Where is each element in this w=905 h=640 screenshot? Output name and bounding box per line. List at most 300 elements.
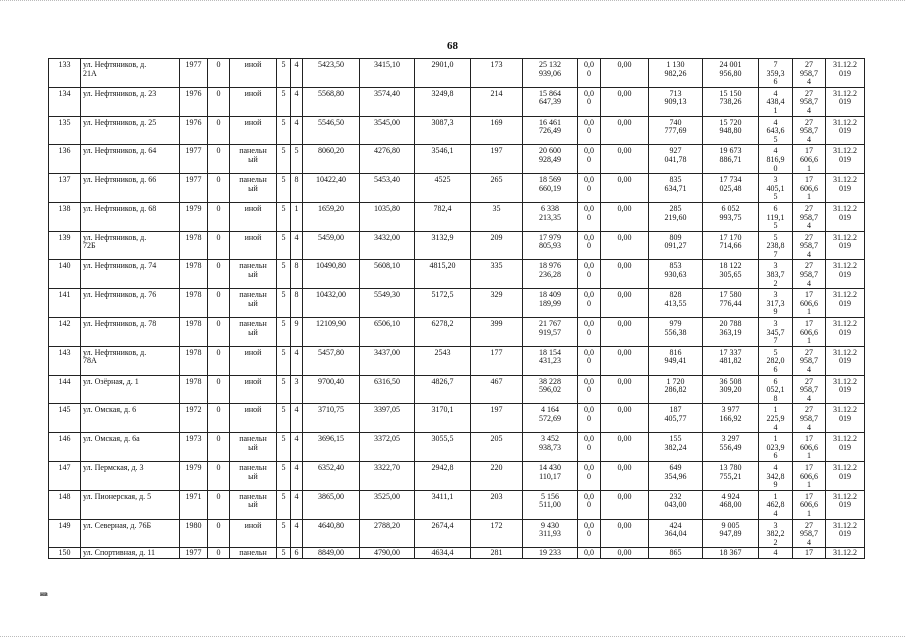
table-cell: 5 156 511,00 [523, 490, 578, 519]
table-cell: 3 452 938,73 [523, 433, 578, 462]
table-cell: 6278,2 [415, 318, 471, 347]
table-cell: 7 359,3 6 [759, 59, 793, 88]
table-cell: 31.12.2 019 [826, 116, 865, 145]
table-cell: 5 282,0 6 [759, 346, 793, 375]
table-cell: 38 228 596,02 [523, 375, 578, 404]
table-row [49, 346, 865, 375]
table-cell: 0,00 [601, 433, 649, 462]
table-cell: 0 [208, 145, 230, 174]
table-cell: 1978 [180, 346, 208, 375]
table-cell: иной [230, 346, 277, 375]
address-cell: ул. Нефтяников, д. 72Б [81, 231, 180, 260]
table-cell: 141 [49, 289, 81, 318]
table-cell: 4 [291, 346, 303, 375]
table-cell: 232 043,00 [649, 490, 703, 519]
table-cell: 3 [291, 375, 303, 404]
table-cell: иной [230, 231, 277, 260]
table-cell: 1659,20 [303, 202, 360, 231]
table-cell: 19 673 886,71 [703, 145, 759, 174]
page-number: 68 [447, 40, 458, 52]
table-cell: 8 [291, 289, 303, 318]
table-cell: панельн ый [230, 433, 277, 462]
table-cell: 5453,40 [360, 174, 415, 203]
table-cell: 424 364,04 [649, 519, 703, 548]
table-cell: 144 [49, 375, 81, 404]
table-cell: 5 [277, 145, 291, 174]
table-cell: 6 119,1 5 [759, 202, 793, 231]
table-cell: 0 [208, 289, 230, 318]
table-cell: иной [230, 59, 277, 88]
document-sheet [48, 58, 864, 559]
table-cell: 14 430 110,17 [523, 461, 578, 490]
address-cell: ул. Пионерская, д. 5 [81, 490, 180, 519]
table-cell: 467 [471, 375, 523, 404]
table-cell: 27 958,7 4 [793, 202, 826, 231]
table-cell: 17 337 481,82 [703, 346, 759, 375]
table-cell: 713 909,13 [649, 87, 703, 116]
table-cell: 5423,50 [303, 59, 360, 88]
table-cell: 5 [277, 202, 291, 231]
table-cell: 5 [277, 519, 291, 548]
table-cell: 0 [208, 433, 230, 462]
table-cell: 15 150 738,26 [703, 87, 759, 116]
address-cell: ул. Омская, д. 6 [81, 404, 180, 433]
table-cell: 5 [277, 346, 291, 375]
table-cell: 3 405,1 5 [759, 174, 793, 203]
table-cell: 816 949,41 [649, 346, 703, 375]
table-cell: 10422,40 [303, 174, 360, 203]
table-cell: 136 [49, 145, 81, 174]
table-cell: 4 924 468,00 [703, 490, 759, 519]
table-cell: 1977 [180, 59, 208, 88]
table-cell: 31.12.2 019 [826, 231, 865, 260]
table-row [49, 461, 865, 490]
table-row [49, 202, 865, 231]
table-cell: 13 780 755,21 [703, 461, 759, 490]
table-row [49, 375, 865, 404]
table-cell: 3372,05 [360, 433, 415, 462]
table-cell: 3432,00 [360, 231, 415, 260]
table-cell: 4 [291, 404, 303, 433]
table-cell: 3865,00 [303, 490, 360, 519]
table-cell: 17 [793, 548, 826, 559]
table-cell: 27 958,7 4 [793, 346, 826, 375]
table-cell: 5 [277, 289, 291, 318]
table-cell: 31.12.2 [826, 548, 865, 559]
table-cell: 203 [471, 490, 523, 519]
table-cell: 2543 [415, 346, 471, 375]
table-cell: 1 130 982,26 [649, 59, 703, 88]
table-cell: 4276,80 [360, 145, 415, 174]
table-cell: 18 122 305,65 [703, 260, 759, 289]
table-cell: 17 606,6 1 [793, 289, 826, 318]
table-cell: 17 606,6 1 [793, 461, 826, 490]
table-cell: 3249,8 [415, 87, 471, 116]
table-cell: 15 720 948,80 [703, 116, 759, 145]
table-cell: 143 [49, 346, 81, 375]
table-row [49, 87, 865, 116]
table-cell: 17 606,6 1 [793, 174, 826, 203]
table-cell: 0,0 0 [578, 116, 601, 145]
table-cell: 4 342,8 9 [759, 461, 793, 490]
table-cell: 155 382,24 [649, 433, 703, 462]
address-cell: ул. Нефтяников, д. 68 [81, 202, 180, 231]
table-cell: 0,00 [601, 174, 649, 203]
table-cell: 209 [471, 231, 523, 260]
address-cell: ул. Спортивная, д. 11 [81, 548, 180, 559]
table-cell: 27 958,7 4 [793, 59, 826, 88]
table-cell: 4 164 572,69 [523, 404, 578, 433]
table-cell: 2674,4 [415, 519, 471, 548]
table-cell: 3545,00 [360, 116, 415, 145]
table-cell: 809 091,27 [649, 231, 703, 260]
table-cell: 6 052,1 8 [759, 375, 793, 404]
table-row [49, 231, 865, 260]
table-cell: 0,00 [601, 231, 649, 260]
table-cell: 2901,0 [415, 59, 471, 88]
address-cell: ул. Нефтяников, д. 76 [81, 289, 180, 318]
table-cell: 31.12.2 019 [826, 375, 865, 404]
table-cell: 335 [471, 260, 523, 289]
table-row [49, 490, 865, 519]
table-cell: 0,00 [601, 490, 649, 519]
table-cell: 0,0 [578, 548, 601, 559]
table-cell: 4 [291, 433, 303, 462]
table-cell: 5568,80 [303, 87, 360, 116]
registry-body [49, 59, 865, 559]
table-cell: иной [230, 519, 277, 548]
table-cell: 0,00 [601, 318, 649, 347]
table-cell: 17 170 714,66 [703, 231, 759, 260]
table-cell: 27 958,7 4 [793, 116, 826, 145]
table-cell: 1980 [180, 519, 208, 548]
table-cell: 9700,40 [303, 375, 360, 404]
table-cell: 1971 [180, 490, 208, 519]
table-cell: иной [230, 404, 277, 433]
table-cell: 1976 [180, 116, 208, 145]
address-cell: ул. Омская, д. 6а [81, 433, 180, 462]
table-cell: 18 569 660,19 [523, 174, 578, 203]
table-cell: 0,00 [601, 87, 649, 116]
table-row [49, 404, 865, 433]
table-cell: панельн [230, 548, 277, 559]
table-cell: 0,0 0 [578, 346, 601, 375]
table-cell: 31.12.2 019 [826, 145, 865, 174]
table-cell: 3437,00 [360, 346, 415, 375]
table-cell: 0,00 [601, 519, 649, 548]
table-cell: 1979 [180, 202, 208, 231]
table-cell: 6 [291, 548, 303, 559]
table-row [49, 174, 865, 203]
table-cell: 1976 [180, 87, 208, 116]
address-cell: ул. Нефтяников, д. 78 [81, 318, 180, 347]
table-cell: 285 219,60 [649, 202, 703, 231]
table-cell: 0,0 0 [578, 519, 601, 548]
table-cell: 4 643,6 5 [759, 116, 793, 145]
table-cell: 9 430 311,93 [523, 519, 578, 548]
table-cell: 9 [291, 318, 303, 347]
table-cell: 0 [208, 346, 230, 375]
table-cell: 853 930,63 [649, 260, 703, 289]
table-cell: 187 405,77 [649, 404, 703, 433]
table-cell: 0,00 [601, 116, 649, 145]
table-cell: 27 958,7 4 [793, 231, 826, 260]
table-cell: 1978 [180, 231, 208, 260]
table-cell: 31.12.2 019 [826, 202, 865, 231]
table-cell: панельн ый [230, 318, 277, 347]
table-cell: 0,0 0 [578, 260, 601, 289]
table-cell: 5457,80 [303, 346, 360, 375]
table-cell: 6316,50 [360, 375, 415, 404]
table-cell: 0,00 [601, 404, 649, 433]
table-cell: 0 [208, 59, 230, 88]
table-cell: 18 976 236,28 [523, 260, 578, 289]
table-cell: 3 345,7 7 [759, 318, 793, 347]
table-cell: 4 [291, 231, 303, 260]
table-cell: 3132,9 [415, 231, 471, 260]
table-cell: 31.12.2 019 [826, 404, 865, 433]
table-cell: 0,00 [601, 145, 649, 174]
address-cell: ул. Северная, д. 76Б [81, 519, 180, 548]
table-cell: 24 001 956,80 [703, 59, 759, 88]
table-cell: 782,4 [415, 202, 471, 231]
scan-edge-top [0, 0, 905, 4]
table-cell: 927 041,78 [649, 145, 703, 174]
table-cell: 19 233 [523, 548, 578, 559]
table-cell: 979 556,38 [649, 318, 703, 347]
table-cell: 1978 [180, 260, 208, 289]
table-cell: 3 383,7 2 [759, 260, 793, 289]
table-cell: 27 958,7 4 [793, 87, 826, 116]
address-cell: ул. Озёрная, д. 1 [81, 375, 180, 404]
table-cell: 20 600 928,49 [523, 145, 578, 174]
housing-registry-table [48, 58, 865, 559]
table-cell: 10490,80 [303, 260, 360, 289]
table-cell: 139 [49, 231, 81, 260]
table-row [49, 548, 865, 559]
address-cell: ул. Нефтяников, д. 64 [81, 145, 180, 174]
table-cell: 4790,00 [360, 548, 415, 559]
table-cell: 27 958,7 4 [793, 519, 826, 548]
table-cell: 5 [277, 59, 291, 88]
table-cell: панельн ый [230, 260, 277, 289]
table-cell: 172 [471, 519, 523, 548]
table-cell: 2788,20 [360, 519, 415, 548]
table-cell: 15 864 647,39 [523, 87, 578, 116]
table-cell: 1977 [180, 145, 208, 174]
table-cell: 31.12.2 019 [826, 59, 865, 88]
table-cell: 147 [49, 461, 81, 490]
table-cell: 17 734 025,48 [703, 174, 759, 203]
table-cell: 31.12.2 019 [826, 519, 865, 548]
table-cell: 4640,80 [303, 519, 360, 548]
table-cell: панельн ый [230, 490, 277, 519]
table-cell: 3397,05 [360, 404, 415, 433]
table-cell: 5 [277, 174, 291, 203]
table-cell: 0,0 0 [578, 289, 601, 318]
table-cell: 31.12.2 019 [826, 174, 865, 203]
table-cell: 1 023,9 6 [759, 433, 793, 462]
table-cell: 0,0 0 [578, 202, 601, 231]
table-cell: 3710,75 [303, 404, 360, 433]
table-cell: 4 438,4 1 [759, 87, 793, 116]
table-cell: 6 052 993,75 [703, 202, 759, 231]
table-cell: 0,0 0 [578, 59, 601, 88]
table-cell: 36 508 309,20 [703, 375, 759, 404]
table-cell: 25 132 939,06 [523, 59, 578, 88]
table-cell: 146 [49, 433, 81, 462]
table-cell: 6 338 213,35 [523, 202, 578, 231]
table-cell: 1978 [180, 375, 208, 404]
address-cell: ул. Нефтяников, д. 66 [81, 174, 180, 203]
table-cell: 4815,20 [415, 260, 471, 289]
table-row [49, 433, 865, 462]
table-cell: 828 413,55 [649, 289, 703, 318]
table-cell: 5 [291, 145, 303, 174]
table-cell: 0,0 0 [578, 490, 601, 519]
table-cell: 12109,90 [303, 318, 360, 347]
table-cell: 4 816,9 0 [759, 145, 793, 174]
table-cell: 0 [208, 490, 230, 519]
table-cell: 5546,50 [303, 116, 360, 145]
table-cell: 4634,4 [415, 548, 471, 559]
table-cell: 1 225,9 4 [759, 404, 793, 433]
table-cell: панельн ый [230, 145, 277, 174]
table-cell: 4826,7 [415, 375, 471, 404]
table-cell: 265 [471, 174, 523, 203]
table-cell: 0,0 0 [578, 87, 601, 116]
table-cell: 17 606,6 1 [793, 433, 826, 462]
table-cell: 27 958,7 4 [793, 260, 826, 289]
table-cell: 1978 [180, 289, 208, 318]
table-cell: 4 [291, 490, 303, 519]
table-cell: 197 [471, 404, 523, 433]
table-cell: 3525,00 [360, 490, 415, 519]
table-cell: 18 367 [703, 548, 759, 559]
table-cell: 214 [471, 87, 523, 116]
table-cell: 134 [49, 87, 81, 116]
table-cell: 3411,1 [415, 490, 471, 519]
table-cell: иной [230, 202, 277, 231]
table-cell: 3 382,2 2 [759, 519, 793, 548]
table-cell: 0 [208, 231, 230, 260]
table-cell: 0,0 0 [578, 404, 601, 433]
table-cell: 17 979 805,93 [523, 231, 578, 260]
table-cell: 35 [471, 202, 523, 231]
table-cell: 3415,10 [360, 59, 415, 88]
table-cell: 5 [277, 404, 291, 433]
footer-mark: нв [40, 590, 48, 598]
table-cell: 281 [471, 548, 523, 559]
table-cell: 1978 [180, 318, 208, 347]
table-cell: 1 [291, 202, 303, 231]
table-cell: 5 [277, 87, 291, 116]
table-cell: 0,0 0 [578, 461, 601, 490]
table-cell: 140 [49, 260, 81, 289]
table-cell: 4 [291, 519, 303, 548]
table-cell: 5549,30 [360, 289, 415, 318]
table-cell: 1035,80 [360, 202, 415, 231]
table-cell: 133 [49, 59, 81, 88]
table-cell: 4 [291, 461, 303, 490]
table-cell: 0,0 0 [578, 433, 601, 462]
table-cell: 135 [49, 116, 81, 145]
table-cell: 150 [49, 548, 81, 559]
address-cell: ул. Пермская, д. 3 [81, 461, 180, 490]
table-cell: 5 [277, 318, 291, 347]
table-cell: 3574,40 [360, 87, 415, 116]
table-cell: 205 [471, 433, 523, 462]
table-cell: 1973 [180, 433, 208, 462]
table-cell: 0 [208, 375, 230, 404]
table-cell: 18 154 431,23 [523, 346, 578, 375]
table-cell: 145 [49, 404, 81, 433]
table-cell: 0,00 [601, 461, 649, 490]
table-cell: 17 606,6 1 [793, 318, 826, 347]
table-cell: 835 634,71 [649, 174, 703, 203]
table-cell: 8 [291, 174, 303, 203]
table-cell: 0,0 0 [578, 375, 601, 404]
table-cell: 0,00 [601, 59, 649, 88]
table-cell: 5 [277, 231, 291, 260]
table-cell: 4 [291, 87, 303, 116]
table-cell: 0,00 [601, 375, 649, 404]
table-cell: 329 [471, 289, 523, 318]
table-cell: 740 777,69 [649, 116, 703, 145]
table-cell: 3 297 556,49 [703, 433, 759, 462]
table-cell: 0 [208, 519, 230, 548]
table-cell: 0 [208, 116, 230, 145]
table-cell: 148 [49, 490, 81, 519]
table-cell: 3696,15 [303, 433, 360, 462]
table-cell: 1 462,8 4 [759, 490, 793, 519]
table-cell: 6506,10 [360, 318, 415, 347]
table-cell: 138 [49, 202, 81, 231]
table-cell: панельн ый [230, 174, 277, 203]
table-cell: 0,0 0 [578, 145, 601, 174]
table-cell: 169 [471, 116, 523, 145]
table-cell: иной [230, 87, 277, 116]
table-cell: 27 958,7 4 [793, 404, 826, 433]
table-cell: 5 [277, 375, 291, 404]
table-cell: панельн ый [230, 461, 277, 490]
table-cell: 4525 [415, 174, 471, 203]
table-cell: 5 [277, 461, 291, 490]
table-row [49, 289, 865, 318]
table-cell: 3322,70 [360, 461, 415, 490]
table-cell: 9 005 947,89 [703, 519, 759, 548]
table-cell: 0,00 [601, 202, 649, 231]
table-cell: 0,00 [601, 289, 649, 318]
table-row [49, 260, 865, 289]
table-cell: 0,0 0 [578, 318, 601, 347]
table-cell: 0,0 0 [578, 231, 601, 260]
table-cell: 149 [49, 519, 81, 548]
table-cell: 4 [291, 116, 303, 145]
table-cell: 0,00 [601, 260, 649, 289]
table-cell: 31.12.2 019 [826, 461, 865, 490]
table-cell: 21 767 919,57 [523, 318, 578, 347]
table-cell: 0 [208, 174, 230, 203]
table-cell: 20 788 363,19 [703, 318, 759, 347]
table-cell: 18 409 189,99 [523, 289, 578, 318]
table-cell: 0,0 0 [578, 174, 601, 203]
table-cell: 3 977 166,92 [703, 404, 759, 433]
table-cell: 8 [291, 260, 303, 289]
table-row [49, 519, 865, 548]
table-cell: 220 [471, 461, 523, 490]
table-cell: 27 958,7 4 [793, 375, 826, 404]
